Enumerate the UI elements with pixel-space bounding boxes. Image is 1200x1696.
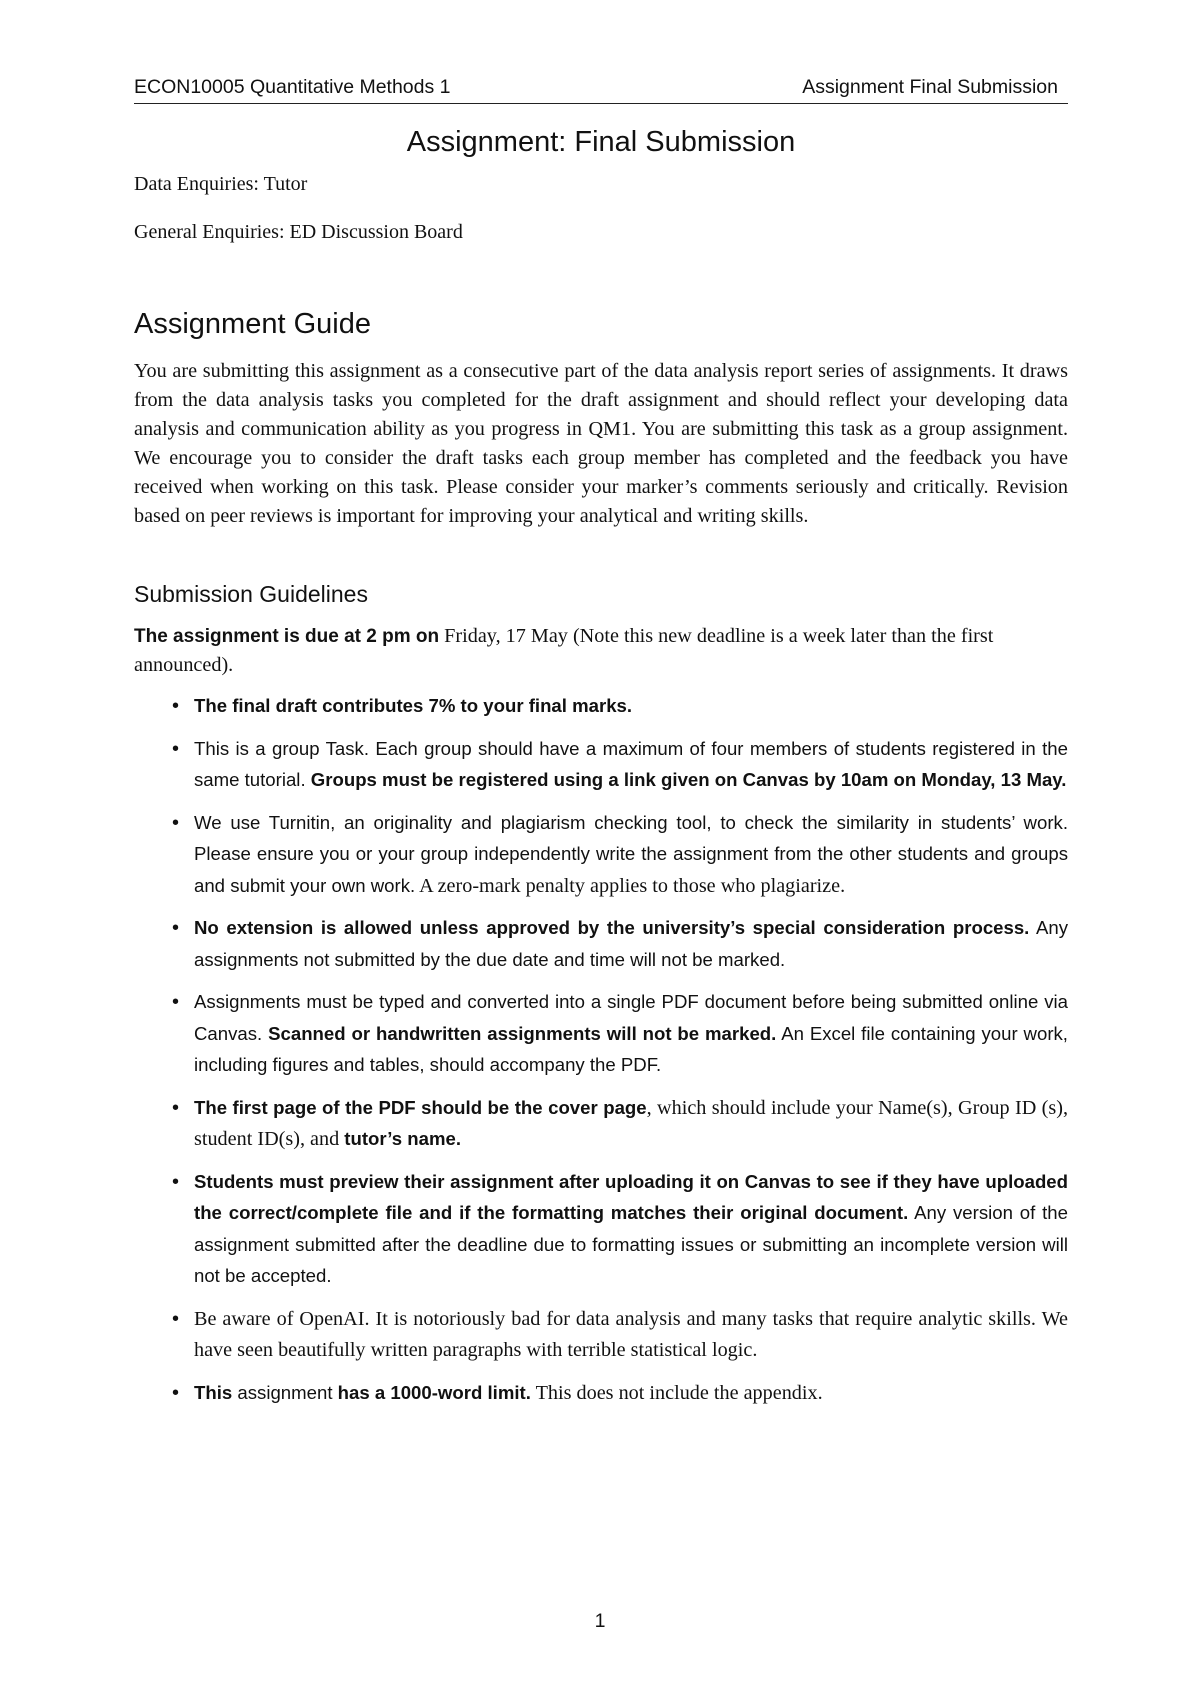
document-page [134, 76, 1068, 1409]
due-date-rest: Friday, 17 May (Note this new deadline is a week later than the first announced). [134, 625, 994, 676]
bullet-preview-text: Any version of the assignment submitted after the deadline due to formatting issues or submitting an incomplete version will not be accepted. [194, 1202, 1068, 1286]
list-item [134, 913, 1068, 976]
due-date-line [134, 622, 1068, 680]
bullet-extension-text: Any assignments not submitted by the due date and time will not be marked. [194, 917, 1068, 970]
bullet-pdf-bold: Scanned or handwritten assignments will not be marked. [262, 1022, 777, 1044]
submission-heading: Submission Guidelines [134, 581, 368, 607]
list-item [134, 1167, 1068, 1293]
page-header [134, 76, 1068, 104]
document-title: Assignment: Final Submission [406, 126, 796, 158]
bullet-marks-text: The final draft contributes 7% to your final marks. [194, 695, 633, 716]
guide-heading: Assignment Guide [134, 308, 371, 340]
bullet-pdf-text: Assignments must be typed and converted into a single PDF document before being submitted online via Canvas. [194, 991, 1068, 1044]
bullet-cover-bold: The first page of the PDF should be the cover page [194, 1096, 647, 1118]
list-item [134, 734, 1068, 797]
list-item [134, 1093, 1068, 1156]
data-enquiries: Data Enquiries: Tutor [134, 173, 308, 195]
bullet-preview-bold: Students must preview their assignment after uploading it on Canvas to see if they have uploaded the correct/complete file and if the formatting matches their original document. [194, 1170, 1068, 1223]
list-item [134, 1378, 1068, 1410]
page-number: 1 [594, 1610, 606, 1632]
header-doc-title: Assignment Final Submission [802, 76, 1058, 98]
bullet-turnitin-penalty: A zero-mark penalty applies to those who plagiarize. [415, 874, 846, 897]
bullet-limit-bold: has a 1000-word limit. [337, 1381, 531, 1403]
bullet-pdf-excel: An Excel file containing your work, including figures and tables, should accompany the PDF. [194, 1022, 1068, 1075]
list-item [134, 987, 1068, 1082]
bullet-group-bold: Groups must be registered using a link given on Canvas by 10am on Monday, 13 May. [310, 769, 1067, 790]
guide-paragraph: You are submitting this assignment as a consecutive part of the data analysis report series of assignments. It draws from the data analysis tasks you completed for the draft assignment and should reflect your developing data analysis and communication ability as you progress in QM1. You are submitting this task as a group assignment. We encourage you to consider the draft tasks each group member has completed and the feedback you have received when working on this task. Please consider your marker’s comments seriously and critically. Revision based on peer reviews is important for improving your analytical and writing skills. [134, 360, 1068, 527]
bullet-limit-assignment: assignment [232, 1381, 338, 1403]
list-item [134, 1304, 1068, 1367]
bullet-openai-text: Be aware of OpenAI. It is notoriously bad for data analysis and many tasks that require analytic skills. We have seen beautifully written paragraphs with terrible statistical logic. [194, 1307, 1068, 1361]
bullet-limit-appendix: This does not include the appendix. [530, 1381, 823, 1404]
header-course: ECON10005 Quantitative Methods 1 [134, 76, 451, 98]
list-item [134, 808, 1068, 903]
bullet-extension-bold: No extension is allowed unless approved by the university’s special consideration process. [194, 917, 1030, 938]
bullet-turnitin-text: We use Turnitin, an originality and plagiarism checking tool, to check the similarity in students’ work. Please ensure you or your group independently write the assignment from the other students and groups and submit your own work. [194, 811, 1068, 896]
list-item [134, 691, 1068, 723]
due-date-bold: The assignment is due at 2 pm on [134, 626, 440, 647]
guidelines-list [134, 691, 1068, 1409]
bullet-cover-text: , which should include your Name(s), Group ID (s), student ID(s), and [194, 1096, 1068, 1150]
general-enquiries: General Enquiries: ED Discussion Board [134, 221, 463, 243]
bullet-limit-this: This [194, 1381, 233, 1403]
bullet-cover-tutor: tutor’s name. [344, 1128, 462, 1149]
bullet-group-text: This is a group Task. Each group should have a maximum of four members of students registered in the same tutorial. [194, 737, 1068, 790]
